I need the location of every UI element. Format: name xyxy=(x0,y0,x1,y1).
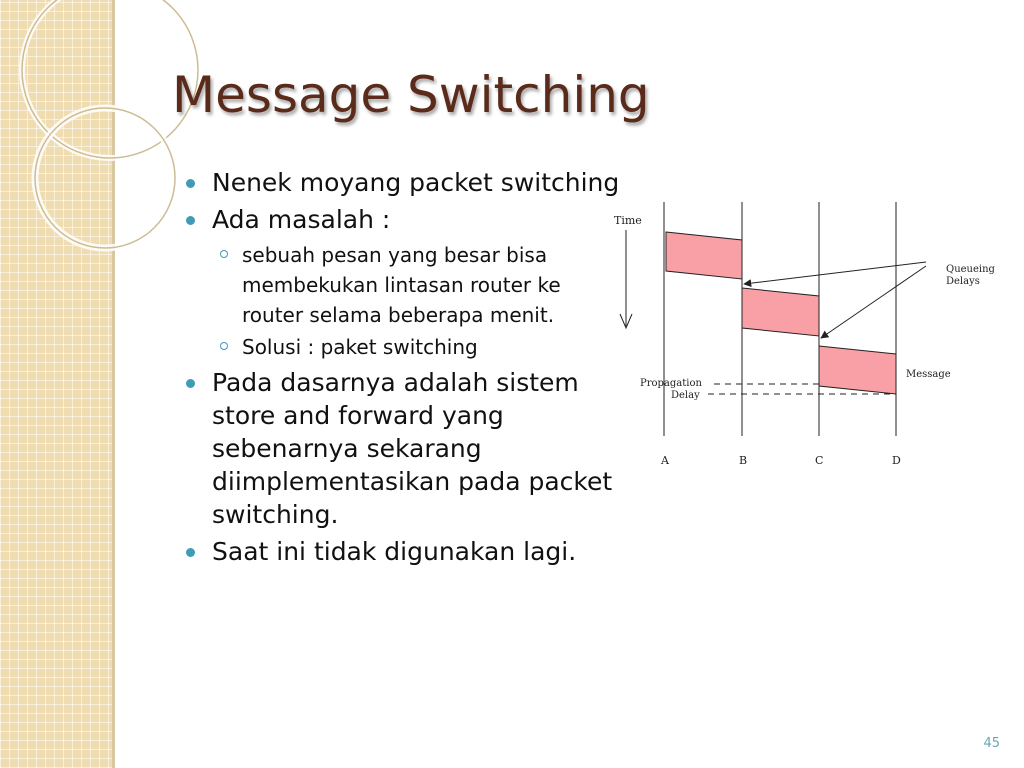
bullet-text: Pada dasarnya adalah sistem store and forward yang sebenarnya sekarang diimplementasikan pada packet switching. xyxy=(212,368,613,529)
bullet-item xyxy=(186,535,626,568)
time-label: Time xyxy=(614,214,642,227)
bullet-text: Ada masalah : xyxy=(212,205,391,234)
propagation-label-line-1: Propagation xyxy=(640,378,702,389)
bullet-dot-icon xyxy=(186,216,195,225)
sub-bullet-text: sebuah pesan yang besar bisa membekukan lintasan router ke router selama beberapa menit. xyxy=(242,243,561,327)
queueing-arrow-b xyxy=(744,262,926,284)
bullet-text: Saat ini tidak digunakan lagi. xyxy=(212,537,577,566)
sub-bullet-list xyxy=(212,240,626,362)
sub-bullet-item xyxy=(212,240,626,330)
message-label: Message xyxy=(906,369,951,380)
bullet-dot-icon xyxy=(186,548,195,557)
node-label-c: C xyxy=(815,454,824,467)
queueing-label-line-1: Queueing xyxy=(946,264,995,275)
sub-bullet-ring-icon xyxy=(220,250,228,258)
sub-bullet-text: Solusi : paket switching xyxy=(242,335,478,359)
message-switching-diagram xyxy=(608,196,995,476)
node-label-b: B xyxy=(739,454,748,467)
decorative-rings xyxy=(0,0,140,260)
bullet-item xyxy=(186,166,626,199)
bullet-text: Nenek moyang packet switching xyxy=(212,168,620,197)
bullet-item xyxy=(186,203,626,362)
slide-title: Message Switching xyxy=(172,66,650,124)
sub-bullet-item xyxy=(212,332,626,362)
message-block-c-d xyxy=(819,346,896,394)
node-label-d: D xyxy=(892,454,901,467)
bullet-item xyxy=(186,366,626,531)
page-number: 45 xyxy=(983,736,1000,751)
message-block-a-b xyxy=(666,232,742,279)
bullet-list xyxy=(186,166,626,572)
sub-bullet-ring-icon xyxy=(220,342,228,350)
queueing-label-line-2: Delays xyxy=(946,276,980,287)
message-block-b-c xyxy=(742,288,819,336)
queueing-arrow-c xyxy=(821,266,926,338)
bullet-dot-icon xyxy=(186,379,195,388)
node-label-a: A xyxy=(661,454,669,467)
propagation-label-line-2: Delay xyxy=(671,390,700,401)
bullet-dot-icon xyxy=(186,179,195,188)
